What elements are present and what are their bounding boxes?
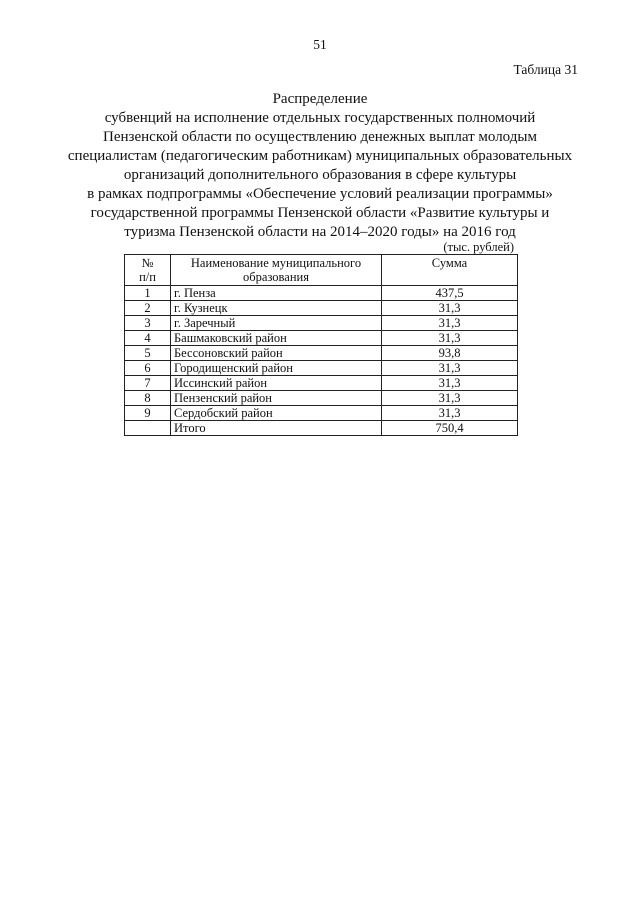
total-label: Итого [171, 421, 382, 436]
heading-line: туризма Пензенской области на 2014–2020 годы» на 2016 год [124, 224, 516, 240]
table-row [125, 361, 518, 376]
table-total-row [125, 421, 518, 436]
page-number: 51 [313, 37, 327, 52]
row-sum: 31,3 [382, 391, 518, 406]
document-heading [40, 90, 600, 242]
row-number: 8 [125, 391, 171, 406]
row-number: 2 [125, 301, 171, 316]
heading-line: в рамках подпрограммы «Обеспечение условий реализации программы» [87, 186, 553, 202]
header-sum: Сумма [382, 255, 518, 286]
header-name-line: Наименование муниципального [190, 256, 362, 270]
heading-line: субвенций на исполнение отдельных государственных полномочий [104, 110, 536, 126]
row-sum: 31,3 [382, 406, 518, 421]
row-sum: 437,5 [382, 286, 518, 301]
row-name: г. Кузнецк [171, 301, 382, 316]
row-sum: 31,3 [382, 316, 518, 331]
header-number-line: п/п [139, 270, 156, 284]
units-label: (тыс. рублей) [443, 240, 514, 254]
row-name: г. Заречный [171, 316, 382, 331]
row-number: 5 [125, 346, 171, 361]
row-number: 6 [125, 361, 171, 376]
total-sum: 750,4 [382, 421, 518, 436]
heading-line: государственной программы Пензенской области «Развитие культуры и [90, 205, 550, 221]
table-row [125, 376, 518, 391]
distribution-table [124, 254, 518, 436]
row-name: Башмаковский район [171, 331, 382, 346]
row-sum: 31,3 [382, 331, 518, 346]
row-number: 1 [125, 286, 171, 301]
header-number [125, 255, 171, 286]
row-number: 7 [125, 376, 171, 391]
row-name: Пензенский район [171, 391, 382, 406]
table-label: Таблица 31 [513, 62, 578, 77]
row-sum: 31,3 [382, 301, 518, 316]
heading-line: Распределение [272, 91, 368, 107]
header-name [171, 255, 382, 286]
table-header-row [125, 255, 518, 286]
row-name: Сердобский район [171, 406, 382, 421]
row-sum: 31,3 [382, 361, 518, 376]
row-number: 3 [125, 316, 171, 331]
row-name: Иссинский район [171, 376, 382, 391]
heading-line: специалистам (педагогическим работникам) муниципальных образовательных [67, 148, 573, 164]
row-sum: 31,3 [382, 376, 518, 391]
table-row [125, 301, 518, 316]
row-number: 4 [125, 331, 171, 346]
table-row [125, 331, 518, 346]
header-name-line: образования [243, 270, 309, 284]
row-name: Городищенский район [171, 361, 382, 376]
table-row [125, 406, 518, 421]
table-row [125, 346, 518, 361]
total-number [125, 421, 171, 436]
header-number-line: № [141, 256, 154, 270]
table-row [125, 391, 518, 406]
heading-line: организаций дополнительного образования в сфере культуры [123, 167, 517, 183]
row-number: 9 [125, 406, 171, 421]
row-name: г. Пенза [171, 286, 382, 301]
table-row [125, 286, 518, 301]
row-name: Бессоновский район [171, 346, 382, 361]
table-row [125, 316, 518, 331]
row-sum: 93,8 [382, 346, 518, 361]
heading-line: Пензенской области по осуществлению денежных выплат молодым [103, 129, 537, 145]
